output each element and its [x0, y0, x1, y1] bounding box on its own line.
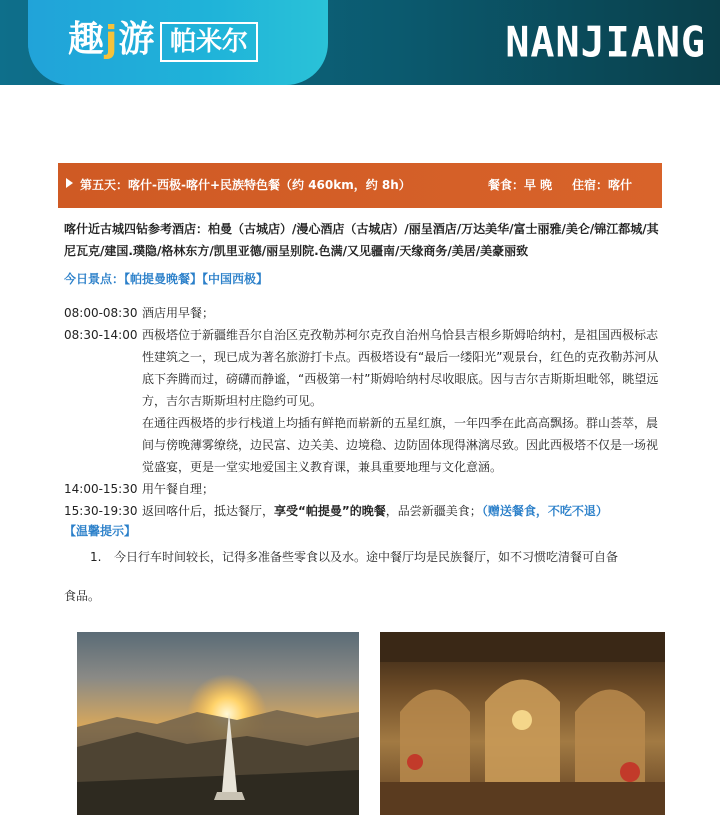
- schedule-row: [64, 324, 666, 478]
- hotel-list: 喀什近古城四钻参考酒店：柏曼（古城店）/漫心酒店（古城店）/丽呈酒店/万达美华/富士丽雅/美仑/锦江都城/其尼瓦克/建国.璞隐/格林东方/凯里亚德/丽呈别院.色满/又见疆南/天缘商务/美居/美豪丽致: [64, 222, 659, 258]
- schedule: [64, 302, 666, 522]
- day-meals: 餐食：早 晚: [488, 178, 553, 192]
- schedule-desc: 酒店用早餐；: [142, 306, 215, 320]
- header-banner: [0, 0, 720, 85]
- desc-highlight: （赠送餐食，不吃不退）: [481, 504, 608, 518]
- brand-box: 帕米尔: [160, 22, 258, 62]
- tip-text: 今日行车时间较长，记得多准备些零食以及水。途中餐厅均是民族餐厅，如不习惯吃清餐可自备: [114, 550, 619, 564]
- desc-bold: 享受“帕提曼”的晚餐: [274, 504, 386, 518]
- photo-xiji-tower: [77, 632, 359, 815]
- brand-logo: 趣j游: [68, 19, 156, 60]
- schedule-row: [64, 302, 666, 324]
- tips-title: 【温馨提示】: [64, 524, 137, 538]
- schedule-desc: [142, 500, 662, 522]
- sunset-scene: [77, 632, 359, 815]
- photo-restaurant: [380, 632, 665, 815]
- day-bar: [58, 163, 662, 208]
- day-lodging: 住宿：喀什: [572, 178, 633, 192]
- tip-continuation: 食品。: [64, 589, 101, 603]
- schedule-time: 14:00-15:30: [64, 482, 138, 496]
- brand-right-logo: NANJIANG: [505, 18, 706, 68]
- todays-spots: 今日景点：【帕提曼晚餐】【中国西极】: [64, 272, 269, 286]
- schedule-time: 15:30-19:30: [64, 504, 138, 518]
- schedule-row: [64, 478, 666, 500]
- day-title: 第五天：喀什-西极-喀什+民族特色餐（约 460km，约 8h）: [80, 178, 411, 192]
- desc-pre: 返回喀什后，抵达餐厅，: [142, 504, 275, 518]
- schedule-desc: 西极塔位于新疆维吾尔自治区克孜勒苏柯尔克孜自治州乌恰县吉根乡斯姆哈纳村，是祖国西极标志性建筑之一，现已成为著名旅游打卡点。西极塔设有“最后一缕阳光”观景台，红色的克孜勒苏河从底下奔腾而过，磅礴而静谧，“西极第一村”斯姆哈纳村尽收眼底。因与吉尔吉斯斯坦毗邻，眺望远方，吉尔吉斯斯坦村庄隐约可见。: [142, 328, 659, 408]
- schedule-row: [64, 500, 666, 522]
- desc-mid: ，品尝新疆美食；: [385, 504, 482, 518]
- schedule-time: 08:30-14:00: [64, 328, 138, 342]
- schedule-desc-para2: 在通往西极塔的步行栈道上均插有鲜艳而崭新的五星红旗，一年四季在此高高飘扬。群山荟萃，晨间与傍晚薄雾缭绕，边民富、边关美、边境稳、边防固体现得淋漓尽致。因此西极塔不仅是一场视觉盛宴，更是一堂实地爱国主义教育课，兼具重要地理与文化意涵。: [142, 416, 659, 474]
- restaurant-scene: [380, 632, 665, 815]
- schedule-time: 08:00-08:30: [64, 306, 138, 320]
- triangle-icon: [66, 178, 73, 188]
- schedule-desc: 用午餐自理；: [142, 482, 215, 496]
- tip-number: 1.: [90, 550, 102, 564]
